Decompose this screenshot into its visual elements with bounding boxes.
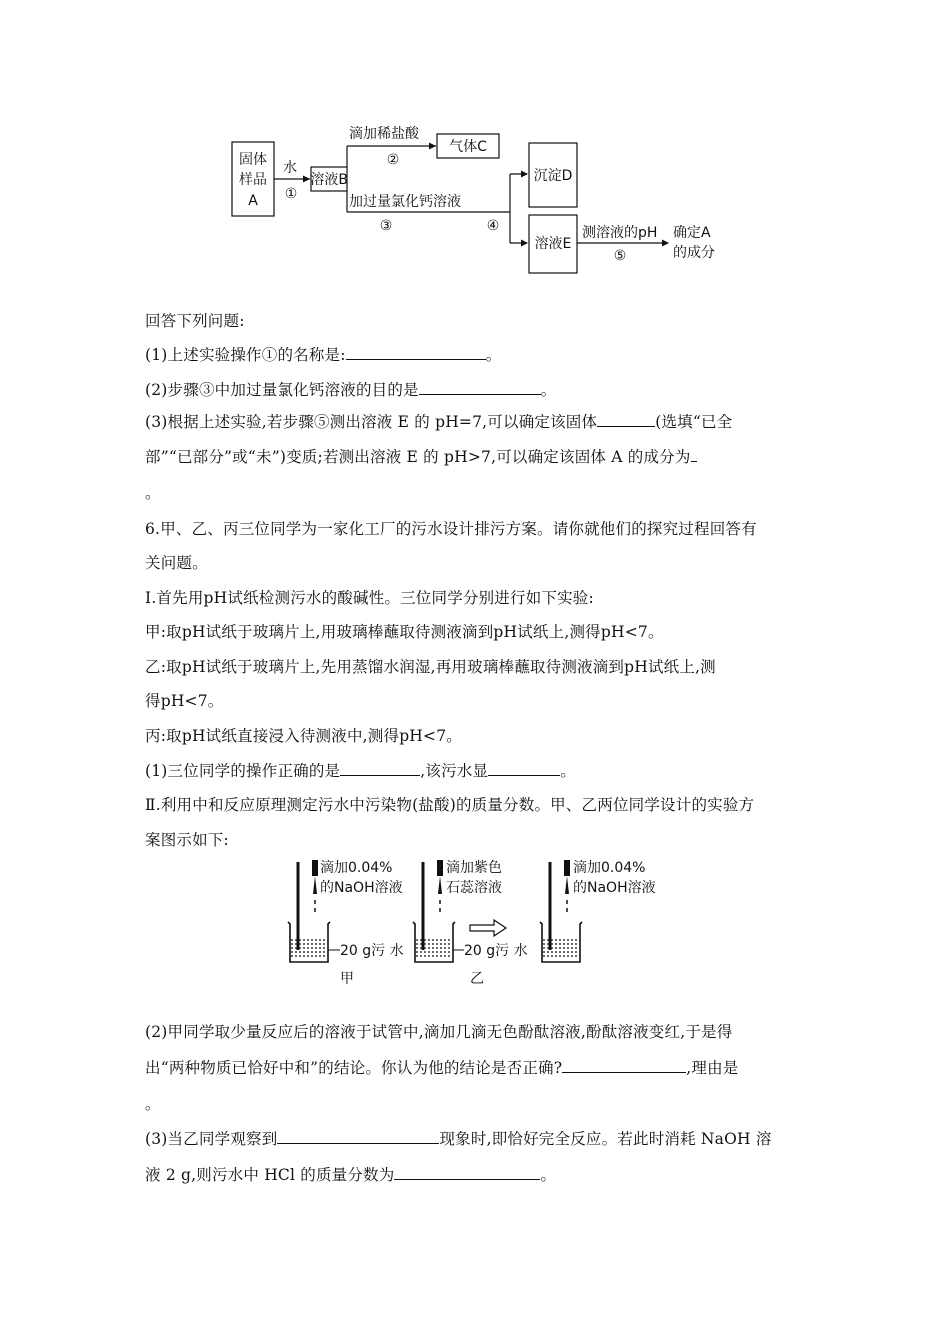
sample-a-label-3: A (248, 193, 258, 209)
answer-intro: 回答下列问题: (145, 312, 245, 330)
student-bing-method: 丙:取pH试纸直接浸入待测液中,测得pH<7。 (145, 727, 462, 745)
jia-water-label: 20 g污 水 (340, 943, 404, 959)
step-2-label: ② (386, 152, 400, 168)
part-1-heading: Ⅰ.首先用pH试纸检测污水的酸碱性。三位同学分别进行如下实验: (145, 589, 594, 607)
solution-e-label: 溶液E (534, 236, 572, 252)
solution-b-label: 溶液B (310, 172, 348, 188)
determine-label-1: 确定A (673, 225, 711, 241)
answer-blank[interactable] (340, 761, 420, 776)
jia-dropper-label-1: 滴加0.04% (320, 860, 393, 876)
question-5-3-cont: 部”“已部分”或“未”)变质;若测出溶液 E 的 pH>7,可以确定该固体 A 的成分为 (145, 447, 805, 467)
student-jia-method: 甲:取pH试纸于玻璃片上,用玻璃棒蘸取待测液滴到pH试纸上,测得pH<7。 (145, 623, 664, 641)
water-label: 水 (283, 160, 297, 176)
beaker-yi (413, 859, 528, 987)
arrow-head-icon (303, 176, 310, 183)
add-cacl2-label: 加过量氯化钙溶液 (349, 194, 461, 210)
yi2-dropper-label-2: 的NaOH溶液 (573, 880, 656, 896)
answer-blank[interactable] (691, 447, 697, 462)
question-6-3-cont: 液 2 g,则污水中 HCl 的质量分数为 。 (145, 1166, 557, 1184)
question-6-2-cont: 出“两种物质已恰好中和”的结论。你认为他的结论是否正确? ,理由是 (145, 1059, 739, 1077)
jia-dropper-label-2: 的NaOH溶液 (320, 880, 403, 896)
answer-blank[interactable] (562, 1058, 686, 1073)
yi-label: 乙 (470, 971, 484, 987)
student-yi-method-cont: 得pH<7。 (145, 692, 224, 710)
part-2-heading: Ⅱ.利用中和反应原理测定污水中污染物(盐酸)的质量分数。甲、乙两位同学设计的实验方 (145, 796, 755, 814)
answer-blank[interactable] (277, 1129, 439, 1144)
answer-blank[interactable] (394, 1165, 540, 1180)
question-6-title: 6.甲、乙、丙三位同学为一家化工厂的污水设计排污方案。请你就他们的探究过程回答有 (145, 520, 757, 538)
gas-c-label: 气体C (449, 139, 487, 155)
question-6-2: (2)甲同学取少量反应后的溶液于试管中,滴加几滴无色酚酞溶液,酚酞溶液变红,于是得 (145, 1023, 733, 1041)
answer-blank[interactable] (488, 761, 560, 776)
yi2-dropper-label-1: 滴加0.04% (573, 860, 646, 876)
precipitate-d-label: 沉淀D (533, 168, 573, 184)
part-2-heading-cont: 案图示如下: (145, 831, 229, 849)
process-flowchart (0, 0, 950, 300)
question-6-3: (3)当乙同学观察到 现象时,即恰好完全反应。若此时消耗 NaOH 溶 (145, 1130, 772, 1148)
experiment-apparatus-diagram (280, 852, 680, 992)
jia-label: 甲 (340, 971, 354, 987)
sample-a-label-1: 固体 (239, 152, 267, 168)
step-5-label: ⑤ (613, 248, 627, 264)
beaker-yi-step2 (540, 860, 656, 962)
question-6-title-cont: 关问题。 (145, 554, 208, 572)
question-5-1: (1)上述实验操作①的名称是: 。 (145, 346, 502, 364)
yi-dropper-label-2: 石蕊溶液 (446, 880, 502, 896)
step-1-label: ① (284, 186, 298, 202)
determine-label-2: 的成分 (673, 245, 715, 261)
question-6-1: (1)三位同学的操作正确的是 ,该污水显 。 (145, 762, 576, 780)
step-3-label: ③ (379, 218, 393, 234)
yi-dropper-label-1: 滴加紫色 (446, 860, 502, 876)
answer-blank[interactable] (346, 345, 486, 360)
student-yi-method: 乙:取pH试纸于玻璃片上,先用蒸馏水润湿,再用玻璃棒蘸取待测液滴到pH试纸上,测 (145, 658, 716, 676)
add-hcl-label: 滴加稀盐酸 (349, 126, 419, 142)
answer-blank[interactable] (597, 412, 655, 427)
sample-a-label-2: 样品 (239, 172, 267, 188)
beaker-jia (288, 860, 404, 987)
question-6-2-end: 。 (145, 1095, 161, 1113)
step-4-label: ④ (486, 218, 500, 234)
question-5-3-end: 。 (145, 484, 161, 502)
question-5-2: (2)步骤③中加过量氯化钙溶液的目的是 。 (145, 381, 557, 399)
answer-blank[interactable] (419, 380, 541, 395)
yi-water-label: 20 g污 水 (464, 943, 528, 959)
question-5-3: (3)根据上述实验,若步骤⑤测出溶液 E 的 pH=7,可以确定该固体 (选填“已全 (145, 413, 733, 431)
hollow-arrow-icon (470, 920, 506, 936)
measure-ph-label: 测溶液的pH (582, 225, 658, 241)
